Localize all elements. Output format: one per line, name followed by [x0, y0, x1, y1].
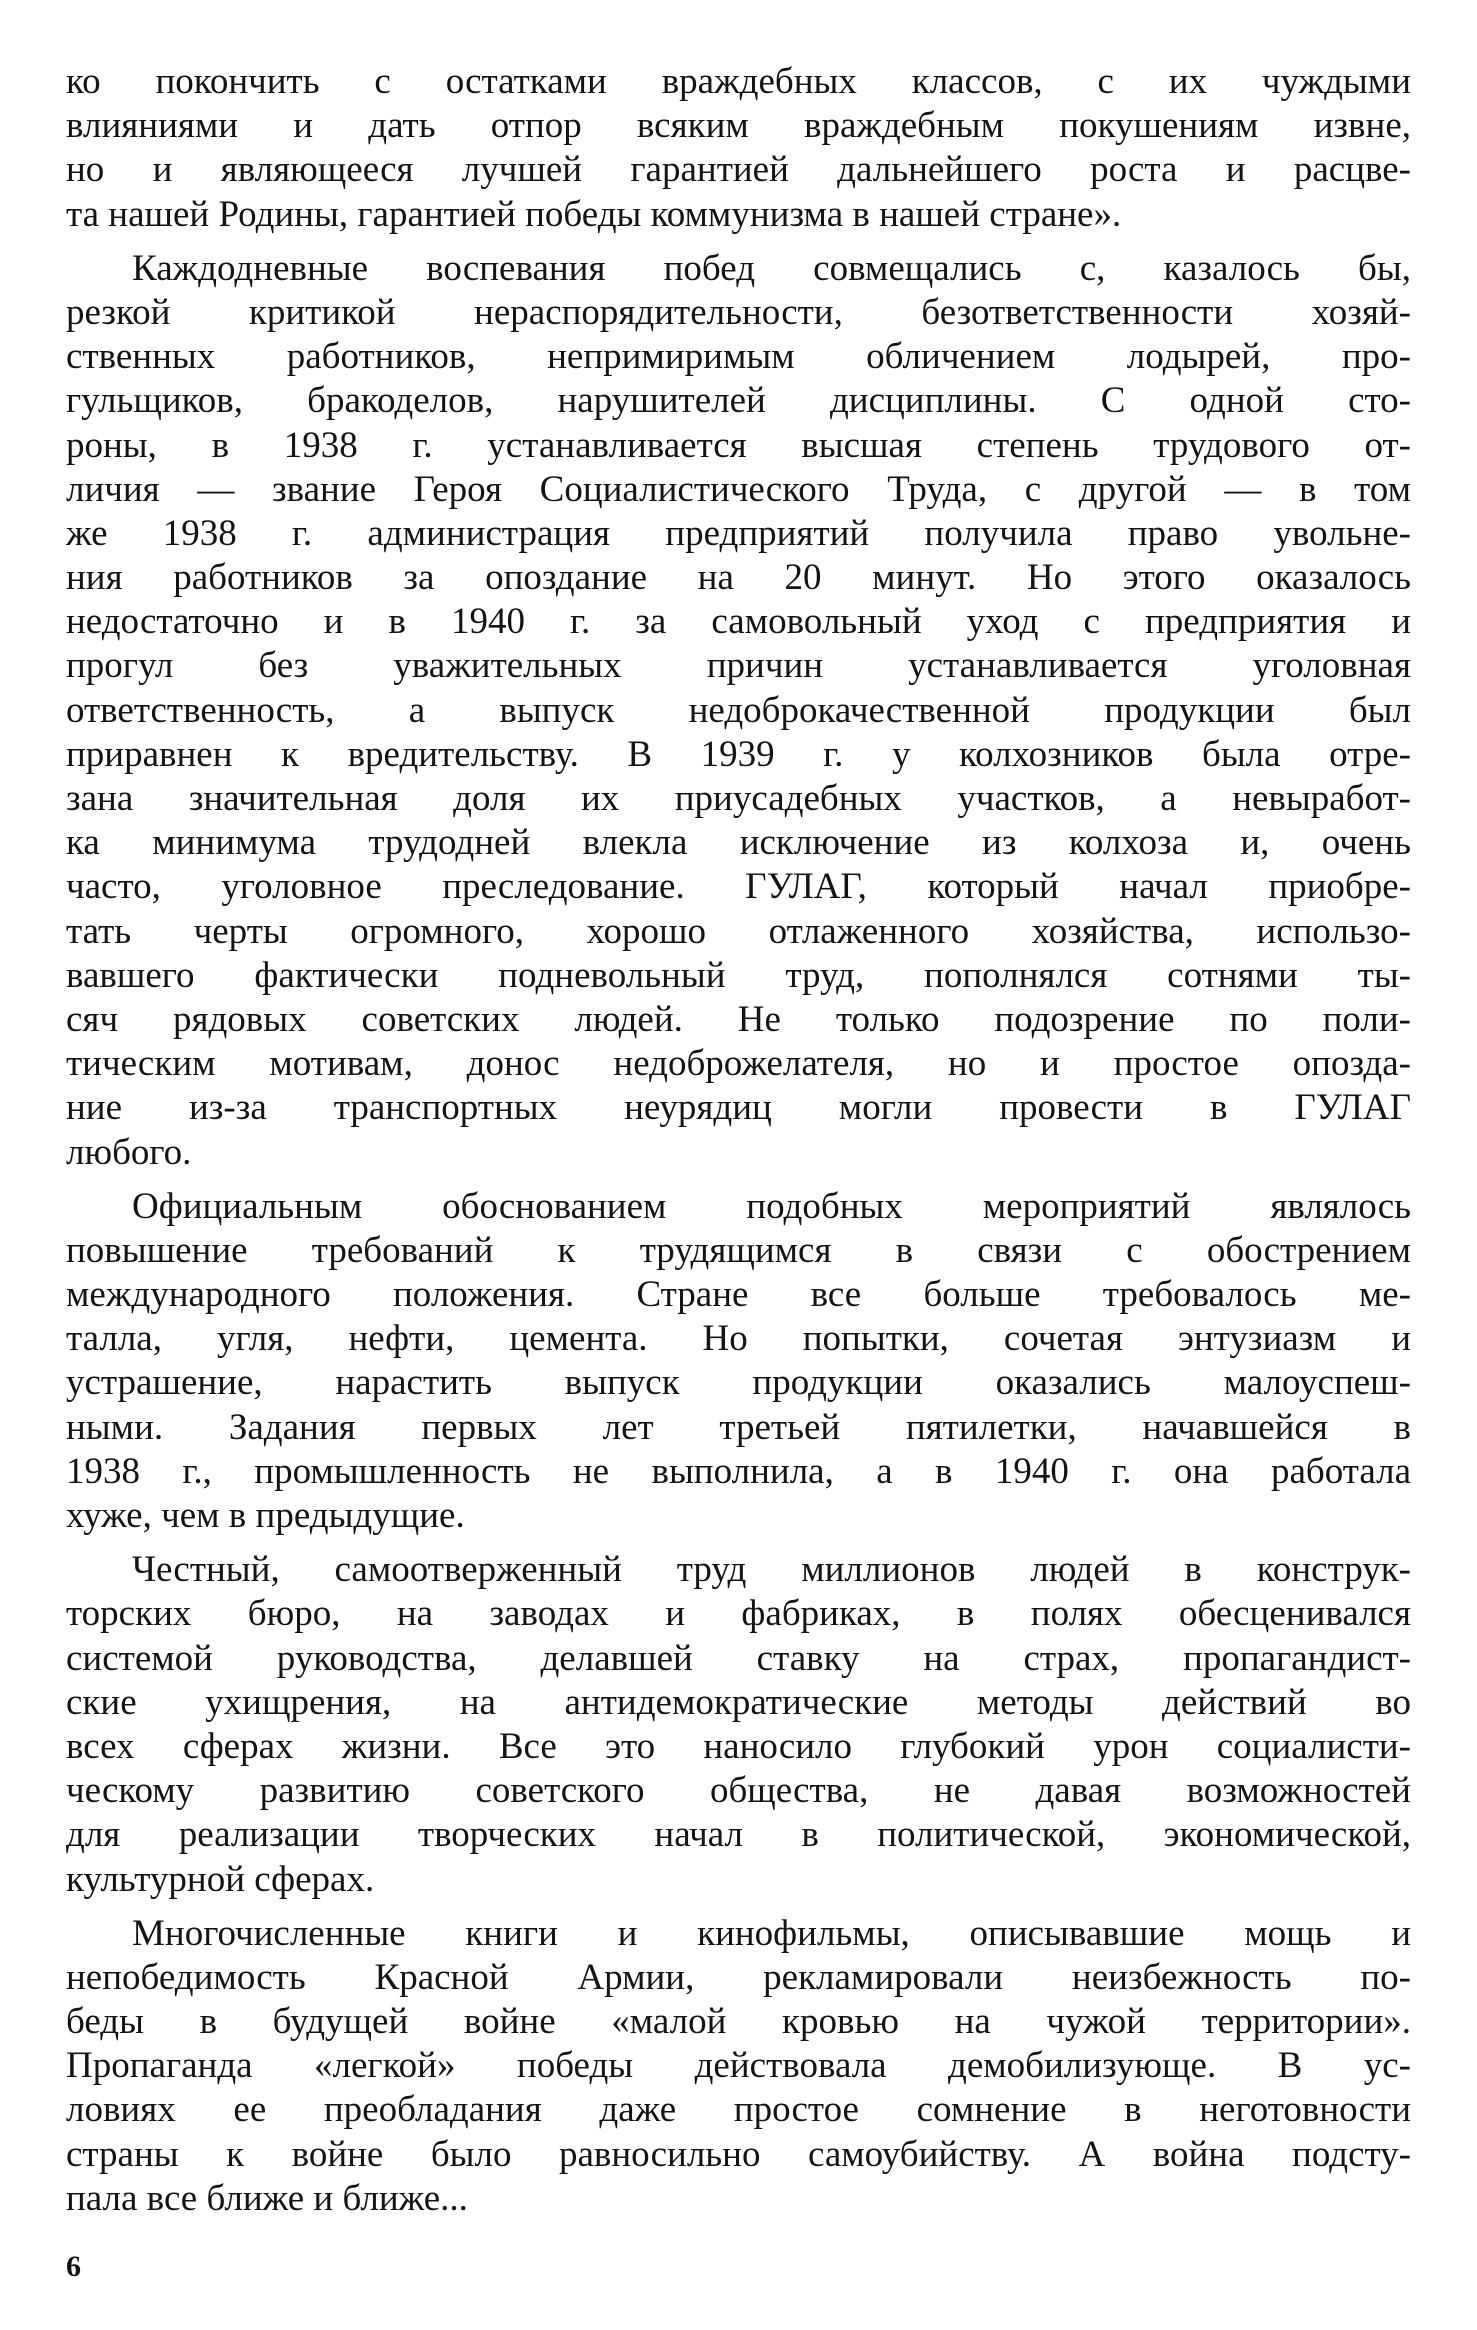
text-line: вавшего фактически подневольный труд, пополнялся сотнями ты-	[66, 954, 1411, 996]
text-line: ские ухищрения, на антидемократические методы действий во	[66, 1681, 1411, 1723]
text-line: ловиях ее преобладания даже простое сомнение в неготовности	[66, 2089, 1411, 2131]
text-line: страны к войне было равносильно самоубийству. А война подсту-	[66, 2133, 1411, 2175]
text-line: системой руководства, делавшей ставку на страх, пропагандист-	[66, 1637, 1411, 1679]
paragraph	[66, 1548, 1411, 1902]
text-line: влияниями и дать отпор всяким враждебным покушениям извне,	[66, 105, 1411, 147]
body-text	[66, 60, 1411, 2231]
text-line: недостаточно и в 1940 г. за самовольный уход с предприятия и	[66, 601, 1411, 643]
text-line: 1938 г., промышленность не выполнила, а в 1940 г. она работала	[66, 1450, 1411, 1492]
text-line: пала все ближе и ближе...	[66, 2177, 468, 2219]
paragraph	[66, 1185, 1411, 1539]
text-line: для реализации творческих начал в политической, экономической,	[66, 1814, 1411, 1856]
text-line: Честный, самоотверженный труд миллионов людей в конструк-	[132, 1549, 1411, 1591]
text-line: часто, уголовное преследование. ГУЛАГ, который начал приобре-	[66, 866, 1411, 908]
text-line: ответственность, а выпуск недоброкачественной продукции был	[66, 689, 1411, 731]
text-line: Официальным обоснованием подобных мероприятий являлось	[132, 1185, 1411, 1227]
text-line: хуже, чем в предыдущие.	[66, 1495, 465, 1536]
text-line: повышение требований к трудящимся в связи с обострением	[66, 1229, 1411, 1271]
text-line: резкой критикой нераспорядительности, безответственности хозяй-	[66, 291, 1411, 333]
text-line: международного положения. Стране все больше требовалось ме-	[66, 1274, 1411, 1316]
text-line: роны, в 1938 г. устанавливается высшая степень трудового от-	[66, 424, 1411, 466]
text-line: прогул без уважительных причин устанавливается уголовная	[66, 645, 1411, 687]
text-line: талла, угля, нефти, цемента. Но попытки, сочетая энтузиазм и	[66, 1318, 1411, 1360]
paragraph	[66, 247, 1411, 1175]
text-line: ко покончить с остатками враждебных классов, с их чуждыми	[66, 61, 1411, 102]
text-line: ными. Задания первых лет третьей пятилетки, начавшейся в	[66, 1406, 1411, 1448]
text-line: торских бюро, на заводах и фабриках, в полях обесценивался	[66, 1593, 1411, 1635]
text-line: ка минимума трудодней влекла исключение из колхоза и, очень	[66, 822, 1411, 864]
text-line: же 1938 г. администрация предприятий получила право увольне-	[66, 512, 1411, 554]
page-number: 6	[66, 2250, 81, 2283]
text-line: устрашение, нарастить выпуск продукции оказались малоуспеш-	[66, 1362, 1411, 1404]
text-line: Пропаганда «легкой» победы действовала демобилизующе. В ус-	[66, 2045, 1411, 2087]
text-line: культурной сферах.	[66, 1858, 375, 1900]
text-line: тать черты огромного, хорошо отлаженного хозяйства, использо-	[66, 910, 1411, 952]
text-line: приравнен к вредительству. В 1939 г. у колхозников была отре-	[66, 733, 1411, 775]
text-line: личия — звание Героя Социалистического Труда, с другой — в том	[66, 468, 1411, 510]
text-line: ние из-за транспортных неурядиц могли провести в ГУЛАГ	[66, 1087, 1411, 1129]
text-line: Многочисленные книги и кинофильмы, описывавшие мощь и	[132, 1912, 1411, 1954]
text-line: гульщиков, бракоделов, нарушителей дисциплины. С одной сто-	[66, 380, 1411, 422]
paragraph	[66, 1912, 1411, 2221]
text-line: ния работников за опоздание на 20 минут. Но этого оказалось	[66, 557, 1411, 599]
text-line: всех сферах жизни. Все это наносило глубокий урон социалисти-	[66, 1725, 1411, 1767]
text-line: зана значительная доля их приусадебных участков, а невыработ-	[66, 778, 1411, 819]
text-line: непобедимость Красной Армии, рекламировали неизбежность по-	[66, 1956, 1411, 1998]
text-line: любого.	[66, 1131, 192, 1173]
text-line: та нашей Родины, гарантией победы коммунизма в нашей стране».	[66, 193, 1122, 235]
text-line: но и являющееся лучшей гарантией дальнейшего роста и расцве-	[66, 149, 1411, 191]
text-line: Каждодневные воспевания побед совмещались с, казалось бы,	[132, 247, 1411, 289]
paragraph	[66, 60, 1411, 237]
text-line: ческому развитию советского общества, не давая возможностей	[66, 1770, 1411, 1812]
text-line: ственных работников, непримиримым обличением лодырей, про-	[66, 336, 1411, 378]
text-line: беды в будущей войне «малой кровью на чужой территории».	[66, 2001, 1411, 2043]
text-line: сяч рядовых советских людей. Не только подозрение по поли-	[66, 998, 1411, 1040]
text-line: тическим мотивам, донос недоброжелателя, но и простое опозда-	[66, 1043, 1411, 1085]
